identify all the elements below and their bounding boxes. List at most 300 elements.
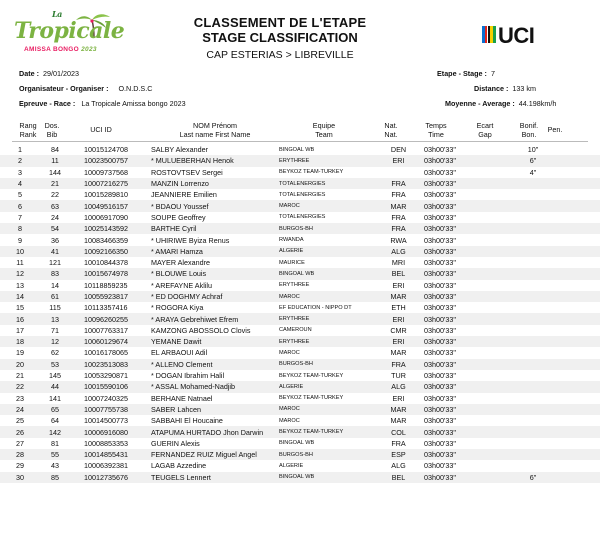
name-cell: * AMARI Hamza: [149, 246, 277, 257]
time-cell: 03h00'33": [419, 268, 469, 279]
rank-cell: 24: [0, 404, 40, 415]
uci-id-cell: 10053290871: [84, 371, 128, 381]
pen-cell: [551, 167, 600, 178]
pen-cell: [551, 223, 600, 234]
rank-cell: 6: [0, 200, 40, 211]
uci-id-cell: 10008853353: [84, 438, 128, 448]
time-cell: 03h00'33": [419, 472, 469, 483]
rank-cell: 3: [18, 167, 22, 177]
stage-route: CAP ESTERIAS > LIBREVILLE: [206, 49, 354, 61]
uci-id-cell: 10016178065: [84, 348, 128, 358]
bonif-cell: [515, 200, 551, 211]
nat-cell: CMR: [390, 325, 407, 335]
bonif-cell: [515, 234, 551, 245]
name-cell: MAYER Alexandre: [151, 258, 210, 268]
team-cell: ALGERIE: [277, 381, 378, 392]
table-row: [0, 302, 600, 313]
gap-cell: [469, 472, 515, 483]
bonif-cell: [515, 178, 551, 189]
bonif-cell: [515, 246, 551, 257]
table-row: [0, 234, 600, 245]
nat-cell: RWA: [390, 235, 407, 245]
bib-cell: 13: [40, 313, 70, 324]
team-cell: MAROC: [279, 417, 300, 424]
name-cell: * BLOUWE Louis: [149, 268, 277, 279]
gap-cell: [469, 268, 515, 279]
pen-cell: [551, 246, 600, 257]
bonif-cell: [515, 325, 551, 336]
time-cell: 03h00'33": [424, 145, 456, 155]
nat-cell: FRA: [378, 178, 419, 189]
col-header-name: NOM Prénom Last name First Name: [179, 121, 251, 139]
meta-organizer: Organisateur - Organiser : O.N.D.S.C: [19, 84, 153, 93]
pen-cell: [551, 438, 600, 449]
table-row: [0, 257, 600, 268]
name-cell: LAGAB Azzedine: [151, 461, 207, 471]
time-cell: 03h00'33": [419, 404, 469, 415]
name-cell: KAMZONG ABOSSOLO Clovis: [151, 325, 251, 335]
nat-cell: FRA: [378, 359, 419, 370]
team-cell: BEYKOZ TEAM-TURKEY: [279, 372, 344, 379]
pen-cell: [551, 415, 600, 426]
table-row: [0, 291, 600, 302]
nat-cell: MAR: [378, 200, 419, 211]
team-cell: MAROC: [277, 291, 378, 302]
time-cell: 03h00'33": [424, 258, 456, 268]
time-cell: 03h00'33": [419, 223, 469, 234]
gap-cell: [469, 212, 515, 223]
uci-id-cell: 10092166350: [70, 246, 149, 257]
uci-id-cell: 10015674978: [70, 268, 149, 279]
bib-cell: 63: [40, 200, 70, 211]
bonif-cell: [515, 460, 551, 471]
rank-cell: 23: [16, 393, 24, 403]
time-cell: 03h00'33": [424, 325, 456, 335]
uci-id-cell: 10014500773: [84, 416, 128, 426]
nat-cell: MAR: [378, 291, 419, 302]
team-cell: MAROC: [277, 200, 378, 211]
uci-id-cell: 10009737568: [84, 167, 128, 177]
gap-cell: [469, 178, 515, 189]
bonif-cell: [515, 347, 551, 358]
gap-cell: [469, 370, 515, 381]
table-row: [0, 359, 600, 370]
bib-cell: 81: [51, 438, 59, 448]
nat-cell: FRA: [391, 190, 406, 200]
time-cell: 03h00'33": [419, 359, 469, 370]
col-header-time: Temps Time: [425, 121, 447, 139]
bib-cell: 36: [51, 235, 59, 245]
bonif-cell: [515, 257, 551, 268]
bib-cell: 41: [40, 246, 70, 257]
team-cell: MAROC: [277, 404, 378, 415]
gap-cell: [469, 460, 515, 471]
uci-stripes-icon: [482, 26, 496, 43]
time-cell: 03h00'33": [424, 371, 456, 381]
gap-cell: [469, 449, 515, 460]
uci-id-cell: 10025143592: [70, 223, 149, 234]
pen-cell: [551, 404, 600, 415]
nat-cell: MRI: [391, 258, 406, 268]
table-row: [0, 393, 600, 404]
bib-cell: 142: [40, 426, 70, 437]
bib-cell: 21: [40, 178, 70, 189]
uci-id-cell: 10014855431: [70, 449, 149, 460]
team-cell: ALGERIE: [277, 246, 378, 257]
bonif-cell: [515, 415, 551, 426]
pen-cell: [551, 347, 600, 358]
name-cell: JEANNIERE Emilien: [151, 190, 217, 200]
bib-cell: 24: [51, 212, 59, 222]
nat-cell: ERI: [378, 155, 419, 166]
bib-cell: 144: [49, 167, 61, 177]
name-cell: ROSTOVTSEV Sergei: [151, 167, 223, 177]
pen-cell: [551, 381, 600, 392]
bib-cell: 83: [40, 268, 70, 279]
pen-cell: [551, 460, 600, 471]
logo-subtitle: AMISSA BONGO 2023: [24, 46, 97, 53]
uci-id-cell: 10113357416: [84, 303, 128, 313]
pen-cell: [551, 268, 600, 279]
table-row: [0, 325, 600, 336]
gap-cell: [469, 280, 515, 291]
pen-cell: [551, 449, 600, 460]
name-cell: * ARAYA Gebrehiwet Efrem: [149, 313, 277, 324]
nat-cell: MAR: [390, 416, 407, 426]
uci-id-cell: 10015590106: [70, 381, 149, 392]
pen-cell: [551, 393, 600, 404]
team-cell: TOTALENERGIES: [279, 191, 326, 198]
bib-cell: 84: [51, 145, 59, 155]
uci-id-cell: 10023513083: [70, 359, 149, 370]
pen-cell: [551, 280, 600, 291]
uci-id-cell: 10060129674: [70, 336, 149, 347]
gap-cell: [469, 291, 515, 302]
pen-cell: [551, 212, 600, 223]
bib-cell: 43: [51, 461, 59, 471]
uci-id-cell: 10049516157: [70, 200, 149, 211]
bonif-cell: [515, 426, 551, 437]
bib-cell: 85: [40, 472, 70, 483]
name-cell: * BDAOU Youssef: [149, 200, 277, 211]
team-cell: BEYKOZ TEAM-TURKEY: [279, 395, 344, 402]
table-row: [0, 415, 600, 426]
name-cell: * AREFAYNE Aklilu: [151, 280, 212, 290]
pen-cell: [551, 370, 600, 381]
bib-cell: 64: [51, 416, 59, 426]
name-cell: * DOGAN Ibrahim Halil: [151, 371, 225, 381]
table-row: [0, 144, 600, 155]
bib-cell: 22: [51, 190, 59, 200]
team-cell: ERYTHREE: [277, 313, 378, 324]
nat-cell: BEL: [378, 472, 419, 483]
pen-cell: [551, 189, 600, 200]
gap-cell: [469, 302, 515, 313]
rank-cell: 29: [16, 461, 24, 471]
uci-id-cell: 10083466359: [84, 235, 128, 245]
team-cell: ALGERIE: [279, 462, 304, 469]
time-cell: 03h00'33": [419, 336, 469, 347]
name-cell: TEUGELS Lennert: [149, 472, 277, 483]
pen-cell: [551, 178, 600, 189]
rank-cell: 27: [16, 438, 24, 448]
time-cell: 03h00'33": [424, 280, 456, 290]
nat-cell: FRA: [391, 438, 406, 448]
bonif-cell: 6": [515, 155, 551, 166]
logo-text: La Tropicale: [14, 9, 125, 44]
bib-cell: 115: [49, 303, 61, 313]
rank-cell: 5: [18, 190, 22, 200]
bib-cell: 62: [51, 348, 59, 358]
pen-cell: [551, 234, 600, 245]
results-table: [0, 144, 600, 483]
pen-cell: [551, 472, 600, 483]
table-row: [0, 347, 600, 358]
rank-cell: 26: [0, 426, 40, 437]
team-cell: EF EDUCATION - NIPPO DT: [279, 304, 352, 311]
nat-cell: MAR: [390, 348, 407, 358]
bonif-cell: [515, 189, 551, 200]
uci-id-cell: 10118859235: [84, 280, 128, 290]
uci-id-cell: 10012735676: [70, 472, 149, 483]
team-cell: RWANDA: [279, 237, 304, 244]
bonif-cell: 6": [515, 472, 551, 483]
gap-cell: [469, 393, 515, 404]
nat-cell: ERI: [392, 393, 405, 403]
time-cell: 03h00'33": [424, 167, 456, 177]
nat-cell: [378, 167, 419, 178]
time-cell: 03h00'33": [424, 212, 456, 222]
uci-id-cell: 10055923817: [70, 291, 149, 302]
nat-cell: ETH: [391, 303, 406, 313]
gap-cell: [469, 438, 515, 449]
table-row: [0, 167, 600, 178]
uci-id-cell: 10006916080: [70, 426, 149, 437]
bib-cell: 65: [40, 404, 70, 415]
meta-distance: Distance : 133 km: [474, 84, 536, 93]
uci-id-cell: 10006917090: [84, 212, 128, 222]
gap-cell: [469, 144, 515, 155]
table-row: [0, 246, 600, 257]
team-cell: BEYKOZ TEAM-TURKEY: [277, 426, 378, 437]
table-row: [0, 404, 600, 415]
time-cell: 03h00'33": [419, 426, 469, 437]
table-row: [0, 155, 600, 166]
pen-cell: [551, 144, 600, 155]
time-cell: 03h00'33": [419, 246, 469, 257]
team-cell: BURGOS-BH: [277, 449, 378, 460]
team-cell: TOTALENERGIES: [279, 214, 326, 221]
page-title: CLASSEMENT DE L'ETAPE: [193, 15, 367, 30]
gap-cell: [469, 415, 515, 426]
gap-cell: [469, 359, 515, 370]
bonif-cell: [515, 370, 551, 381]
team-cell: BURGOS-BH: [277, 223, 378, 234]
uci-id-cell: 10007763317: [84, 325, 128, 335]
uci-id-cell: 10007216275: [70, 178, 149, 189]
nat-cell: ERI: [378, 336, 419, 347]
gap-cell: [469, 426, 515, 437]
rank-cell: 7: [18, 212, 22, 222]
nat-cell: ERI: [378, 313, 419, 324]
rank-cell: 10: [0, 246, 40, 257]
pen-cell: [551, 336, 600, 347]
rank-cell: 21: [16, 371, 24, 381]
name-cell: SABBAHI El Houcaine: [151, 416, 223, 426]
bonif-cell: [515, 359, 551, 370]
nat-cell: COL: [378, 426, 419, 437]
pen-cell: [551, 302, 600, 313]
uci-id-cell: 10096260255: [70, 313, 149, 324]
rank-cell: 8: [0, 223, 40, 234]
rank-cell: 12: [0, 268, 40, 279]
table-row: [0, 313, 600, 324]
nat-cell: BEL: [378, 268, 419, 279]
name-cell: * ASSAL Mohamed-Nadjib: [149, 381, 277, 392]
uci-id-cell: 10007240325: [84, 393, 128, 403]
rank-cell: 4: [0, 178, 40, 189]
nat-cell: FRA: [378, 223, 419, 234]
uci-id-cell: 10015289810: [84, 190, 128, 200]
pen-cell: [551, 359, 600, 370]
name-cell: SALBY Alexander: [151, 145, 209, 155]
gap-cell: [469, 404, 515, 415]
gap-cell: [469, 167, 515, 178]
name-cell: SABER Lahcen: [149, 404, 277, 415]
time-cell: 03h00'33": [424, 461, 456, 471]
bib-cell: 121: [49, 258, 61, 268]
col-header-gap: Ecart Gap: [476, 121, 494, 139]
header-divider: [12, 141, 588, 142]
team-cell: BINGOAL WB: [277, 472, 378, 483]
pen-cell: [551, 200, 600, 211]
time-cell: 03h00'33": [419, 155, 469, 166]
table-row: [0, 223, 600, 234]
bib-cell: 141: [49, 393, 61, 403]
time-cell: 03h00'33": [424, 303, 456, 313]
table-row: [0, 336, 600, 347]
col-header-pen: Pen.: [547, 125, 563, 134]
bonif-cell: [515, 438, 551, 449]
gap-cell: [469, 347, 515, 358]
table-row: [0, 426, 600, 437]
rank-cell: 9: [18, 235, 22, 245]
name-cell: EL ARBAOUI Adil: [151, 348, 208, 358]
time-cell: 03h00'33": [419, 449, 469, 460]
time-cell: 03h00'33": [424, 190, 456, 200]
nat-cell: ALG: [378, 381, 419, 392]
table-row: [0, 280, 600, 291]
gap-cell: [469, 155, 515, 166]
bib-cell: 12: [40, 336, 70, 347]
gap-cell: [469, 200, 515, 211]
rank-cell: 14: [0, 291, 40, 302]
uci-id-cell: 10007755738: [70, 404, 149, 415]
gap-cell: [469, 336, 515, 347]
meta-average: Moyenne - Average : 44.198km/h: [445, 99, 557, 108]
team-cell: ERYTHREE: [277, 336, 378, 347]
rank-cell: 20: [0, 359, 40, 370]
meta-race: Epreuve - Race : La Tropicale Amissa bongo 2023: [19, 99, 186, 108]
gap-cell: [469, 223, 515, 234]
rank-cell: 18: [0, 336, 40, 347]
bonif-cell: [515, 313, 551, 324]
bonif-cell: [515, 223, 551, 234]
rank-cell: 15: [16, 303, 24, 313]
nat-cell: FRA: [391, 212, 406, 222]
name-cell: FERNANDEZ RUIZ Miguel Angel: [149, 449, 277, 460]
table-row: [0, 212, 600, 223]
table-row: [0, 178, 600, 189]
time-cell: 03h00'33": [419, 178, 469, 189]
bonif-cell: [515, 302, 551, 313]
bonif-cell: [515, 381, 551, 392]
time-cell: 03h00'33": [419, 291, 469, 302]
bib-cell: 55: [40, 449, 70, 460]
time-cell: 03h00'33": [424, 235, 456, 245]
gap-cell: [469, 246, 515, 257]
name-cell: MANZIN Lorrenzo: [149, 178, 277, 189]
page-subtitle: STAGE CLASSIFICATION: [202, 30, 358, 45]
table-row: [0, 460, 600, 471]
rank-cell: 11: [16, 258, 24, 268]
col-header-nat: Nat. Nat.: [384, 121, 398, 139]
team-cell: BURGOS-BH: [277, 359, 378, 370]
pen-cell: [551, 155, 600, 166]
name-cell: * ALLENO Clement: [149, 359, 277, 370]
uci-id-cell: 10015124708: [84, 145, 128, 155]
bib-cell: 44: [40, 381, 70, 392]
col-header-uci-id: UCI ID: [90, 125, 112, 134]
name-cell: ATAPUMA HURTADO Jhon Darwin: [149, 426, 277, 437]
nat-cell: TUR: [391, 371, 406, 381]
time-cell: 03h00'33": [424, 348, 456, 358]
team-cell: CAMEROUN: [279, 327, 312, 334]
team-cell: BINGOAL WB: [277, 268, 378, 279]
rank-cell: 25: [16, 416, 24, 426]
table-row: [0, 370, 600, 381]
uci-id-cell: 10006392381: [84, 461, 128, 471]
table-row: [0, 438, 600, 449]
time-cell: 03h00'33": [424, 393, 456, 403]
logo-la: La: [52, 9, 62, 19]
table-row: [0, 200, 600, 211]
bib-cell: 14: [51, 280, 59, 290]
rank-cell: 2: [0, 155, 40, 166]
nat-cell: MAR: [378, 404, 419, 415]
gap-cell: [469, 257, 515, 268]
bonif-cell: 10": [527, 145, 539, 155]
uci-id-cell: 10010844378: [84, 258, 128, 268]
bonif-cell: [515, 291, 551, 302]
meta-date: Date : 29/01/2023: [19, 69, 79, 78]
bonif-cell: [515, 449, 551, 460]
name-cell: SOUPE Geoffrey: [151, 212, 206, 222]
gap-cell: [469, 325, 515, 336]
rank-cell: 19: [16, 348, 24, 358]
bib-cell: 145: [49, 371, 61, 381]
gap-cell: [469, 313, 515, 324]
time-cell: 03h00'33": [419, 381, 469, 392]
team-cell: MAURICE: [279, 259, 305, 266]
pen-cell: [551, 426, 600, 437]
team-cell: BINGOAL WB: [279, 146, 315, 153]
bib-cell: 54: [40, 223, 70, 234]
nat-cell: DEN: [390, 145, 407, 155]
name-cell: * MULUEBERHAN Henok: [149, 155, 277, 166]
col-header-bonif: Bonif. Bon.: [519, 121, 539, 139]
pen-cell: [551, 313, 600, 324]
